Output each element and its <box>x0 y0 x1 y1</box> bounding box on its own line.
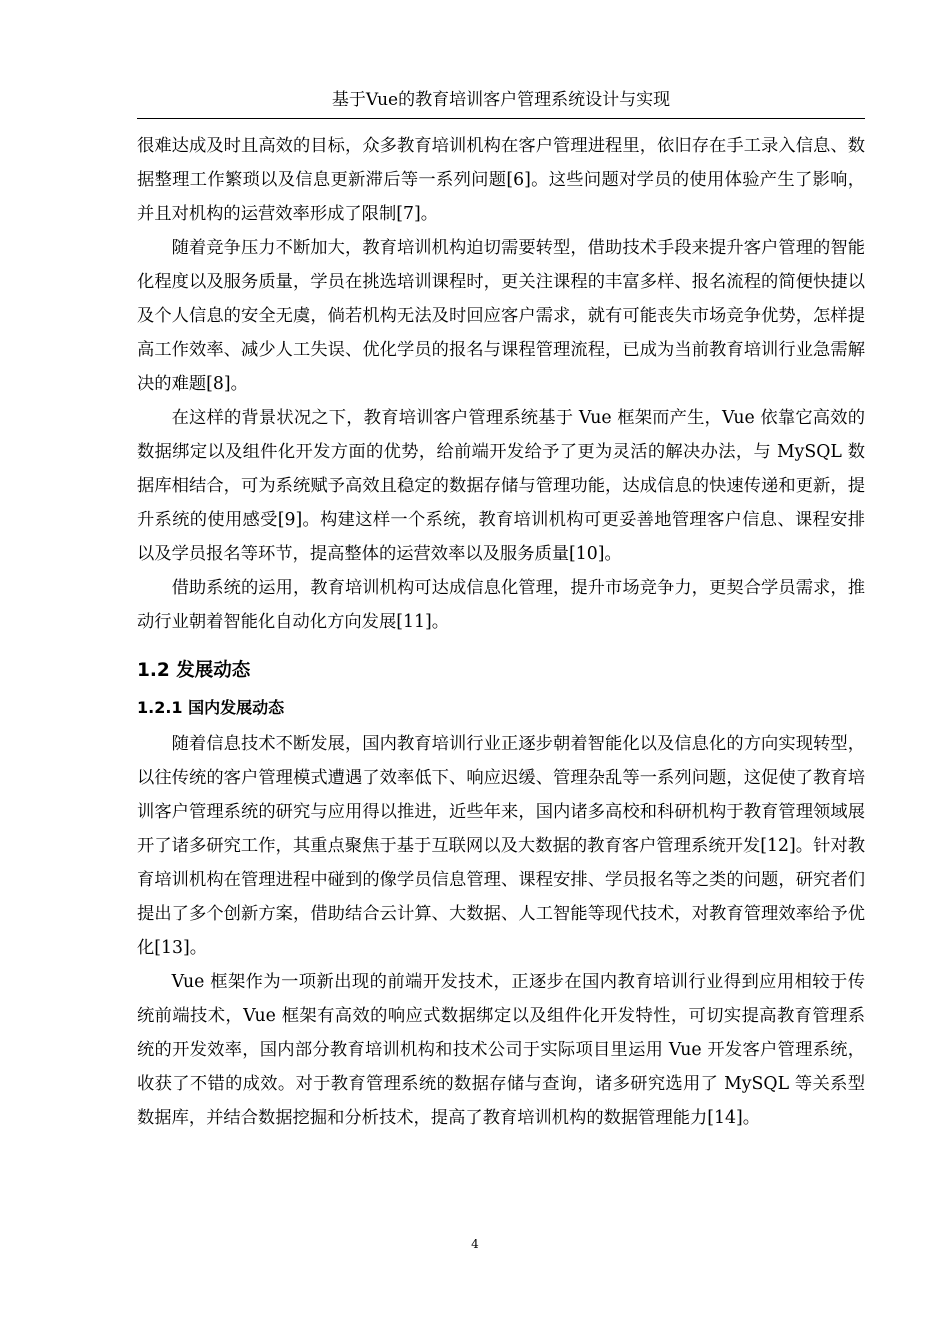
paragraph: 借助系统的运用，教育培训机构可达成信息化管理，提升市场竞争力，更契合学员需求，推动行业朝着智能化自动化方向发展[11]。 <box>137 578 865 632</box>
subsection-heading: 1.2.1 国内发展动态 <box>137 698 285 717</box>
paragraph: Vue 框架作为一项新出现的前端开发技术，正逐步在国内教育培训行业得到应用相较于传统前端技术，Vue 框架有高效的响应式数据绑定以及组件化开发特性，可切实提高教育管理系统的开发效率，国内部分教育培训机构和技术公司于实际项目里运用 Vue 开发客户管理系统，收获了不错的成效。对于教育管理系统的数据存储与查询，诸多研究选用了 MySQL 等关系型数据库，并结合数据挖掘和分析技术，提高了教育培训机构的数据管理能力[14]。 <box>137 972 865 1128</box>
header-rule <box>137 118 865 119</box>
paragraph-continued: 很难达成及时且高效的目标，众多教育培训机构在客户管理进程里，依旧存在手工录入信息、数据整理工作繁琐以及信息更新滞后等一系列问题[6]。这些问题对学员的使用体验产生了影响，并且对机构的运营效率形成了限制[7]。 <box>137 136 865 224</box>
paragraph: 随着信息技术不断发展，国内教育培训行业正逐步朝着智能化以及信息化的方向实现转型，以往传统的客户管理模式遭遇了效率低下、响应迟缓、管理杂乱等一系列问题，这促使了教育培训客户管理系统的研究与应用得以推进，近些年来，国内诸多高校和科研机构于教育管理领域展开了诸多研究工作，其重点聚焦于基于互联网以及大数据的教育客户管理系统开发[12]。针对教育培训机构在管理进程中碰到的像学员信息管理、课程安排、学员报名等之类的问题，研究者们提出了多个创新方案，借助结合云计算、大数据、人工智能等现代技术，对教育管理效率给予优化[13]。 <box>137 734 865 958</box>
paragraph: 在这样的背景状况之下，教育培训客户管理系统基于 Vue 框架而产生，Vue 依靠它高效的数据绑定以及组件化开发方面的优势，给前端开发给予了更为灵活的解决办法，与 MySQL 数据库相结合，可为系统赋予高效且稳定的数据存储与管理功能，达成信息的快速传递和更新，提升系统的使用感受[9]。构建这样一个系统，教育培训机构可更妥善地管理客户信息、课程安排以及学员报名等环节，提高整体的运营效率以及服务质量[10]。 <box>137 408 865 564</box>
page-body <box>137 129 865 1135</box>
running-header: 基于Vue的教育培训客户管理系统设计与实现 <box>331 90 671 110</box>
section-heading: 1.2 发展动态 <box>137 660 251 681</box>
paragraph: 随着竞争压力不断加大，教育培训机构迫切需要转型，借助技术手段来提升客户管理的智能化程度以及服务质量，学员在挑选培训课程时，更关注课程的丰富多样、报名流程的简便快捷以及个人信息的安全无虞，倘若机构无法及时回应客户需求，就有可能丧失市场竞争优势，怎样提高工作效率、减少人工失误、优化学员的报名与课程管理流程，已成为当前教育培训行业急需解决的难题[8]。 <box>137 238 865 394</box>
page-number: 4 <box>471 1237 479 1251</box>
